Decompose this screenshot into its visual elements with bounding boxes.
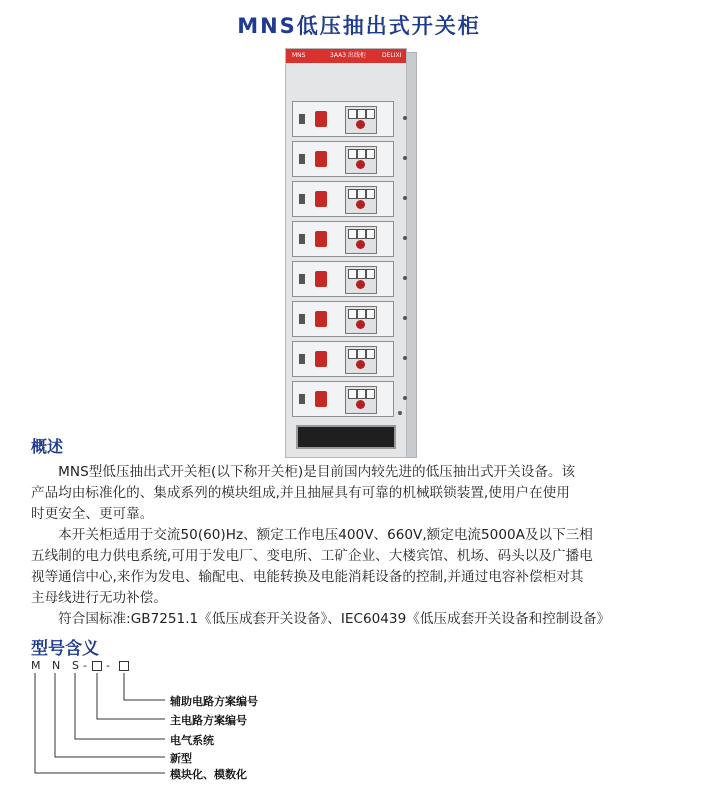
model-meaning-heading: 型号含义: [31, 639, 99, 659]
overview-line: MNS型低压抽出式开关柜(以下称开关柜)是目前国内较先进的低压抽出式开关设备。该: [31, 464, 576, 480]
code-char-m: M: [31, 659, 41, 672]
overview-line: 五线制的电力供电系统,可用于发电厂、变电所、工矿企业、大楼宾馆、机场、码头以及广播电: [31, 548, 593, 564]
legend-electrical-system: 电气系统: [170, 734, 214, 747]
overview-line: 产品均由标准化的、集成系列的模块组成,并且抽屉具有可靠的机械联锁装置,使用户在使用: [31, 485, 570, 501]
cabinet-type-label: 3AA3 出线柜: [330, 52, 366, 59]
code-dash: -: [106, 659, 110, 672]
code-char-n: N: [52, 659, 61, 672]
legend-aux-circuit: 辅助电路方案编号: [170, 695, 258, 708]
overview-line: 主母线进行无功补偿。: [31, 590, 167, 606]
code-dash: -: [83, 659, 87, 672]
cabinet-brand-logo: DELIXI: [382, 52, 402, 59]
legend-modular: 模块化、模数化: [170, 768, 247, 781]
overview-line: 时更安全、更可靠。: [31, 506, 154, 522]
code-char-s: S: [72, 659, 79, 672]
overview-line: 符合国标准:GB7251.1《低压成套开关设备》、IEC60439《低压成套开关设备和控制设备》: [31, 611, 611, 627]
page-title: MNS低压抽出式开关柜: [237, 14, 481, 38]
overview-line: 视等通信中心,来作为发电、输配电、电能转换及电能消耗设备的控制,并通过电容补偿柜对其: [31, 569, 584, 585]
legend-new-type: 新型: [170, 752, 192, 765]
legend-main-circuit: 主电路方案编号: [170, 714, 247, 727]
overview-line: 本开关柜适用于交流50(60)Hz、额定工作电压400V、660V,额定电流5000A及以下三相: [31, 527, 593, 543]
cabinet-model-label: MNS: [292, 52, 306, 59]
overview-heading: 概述: [31, 437, 64, 456]
